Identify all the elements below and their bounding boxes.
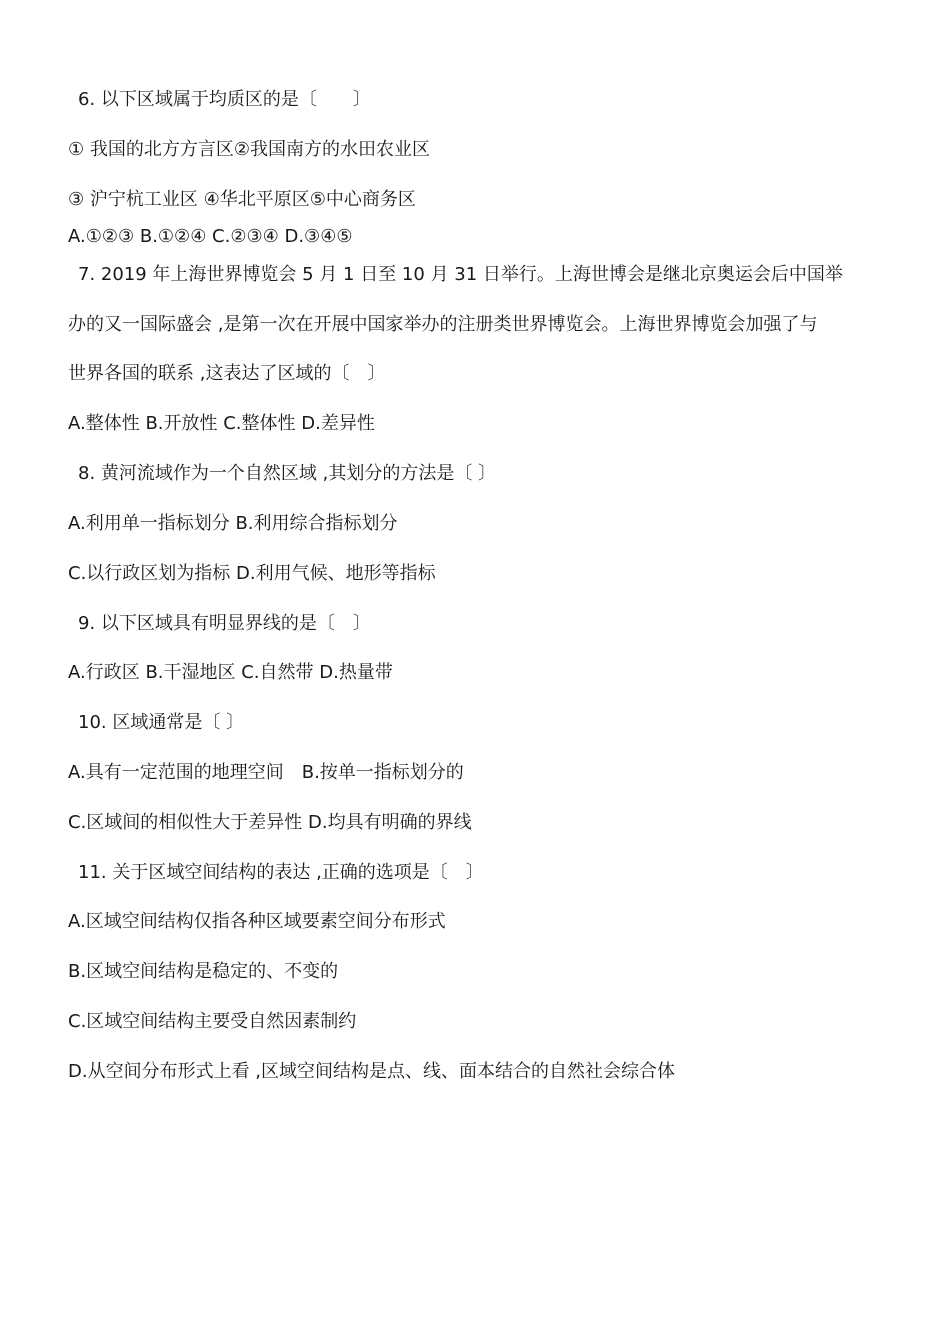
question-9-answer-choices: A.行政区 B.干湿地区 C.自然带 D.热量带 (68, 662, 393, 683)
question-7-answer-choices: A.整体性 B.开放性 C.整体性 D.差异性 (68, 413, 375, 434)
question-11-option-a: A.区域空间结构仅指各种区域要素空间分布形式 (68, 911, 446, 932)
question-7-stem-continued: 世界各国的联系 ,这表达了区域的〔 〕 (68, 363, 386, 384)
question-8-answer-choices: A.利用单一指标划分 B.利用综合指标划分 (68, 513, 398, 534)
question-8-stem: 8. 黄河流域作为一个自然区域 ,其划分的方法是〔 〕 (78, 463, 497, 484)
question-10-stem: 10. 区域通常是〔 〕 (78, 712, 245, 733)
question-6-answer-choices: A.①②③ B.①②④ C.②③④ D.③④⑤ (68, 226, 353, 247)
question-6-stem: 6. 以下区域属于均质区的是〔 〕 (78, 89, 371, 110)
question-8-answer-choices: C.以行政区划为指标 D.利用气候、地形等指标 (68, 563, 436, 584)
question-11-option-c: C.区域空间结构主要受自然因素制约 (68, 1011, 357, 1032)
question-7-stem: 7. 2019 年上海世界博览会 5 月 1 日至 10 月 31 日举行。上海世博会是继北京奥运会后中国举 (78, 264, 843, 285)
question-6-option-line: ① 我国的北方方言区②我国南方的水田农业区 (68, 139, 430, 160)
question-9-stem: 9. 以下区域具有明显界线的是〔 〕 (78, 613, 371, 634)
question-11-stem: 11. 关于区域空间结构的表达 ,正确的选项是〔 〕 (78, 862, 484, 883)
question-10-answer-choices: A.具有一定范围的地理空间 B.按单一指标划分的 (68, 762, 464, 783)
question-11-option-b: B.区域空间结构是稳定的、不变的 (68, 961, 339, 982)
question-10-answer-choices: C.区域间的相似性大于差异性 D.均具有明确的界线 (68, 812, 472, 833)
question-6-option-line: ③ 沪宁杭工业区 ④华北平原区⑤中心商务区 (68, 189, 416, 210)
question-11-option-d: D.从空间分布形式上看 ,区域空间结构是点、线、面本结合的自然社会综合体 (68, 1061, 676, 1082)
question-7-stem-continued: 办的又一国际盛会 ,是第一次在开展中国家举办的注册类世界博览会。上海世界博览会加强了与 (68, 314, 818, 335)
